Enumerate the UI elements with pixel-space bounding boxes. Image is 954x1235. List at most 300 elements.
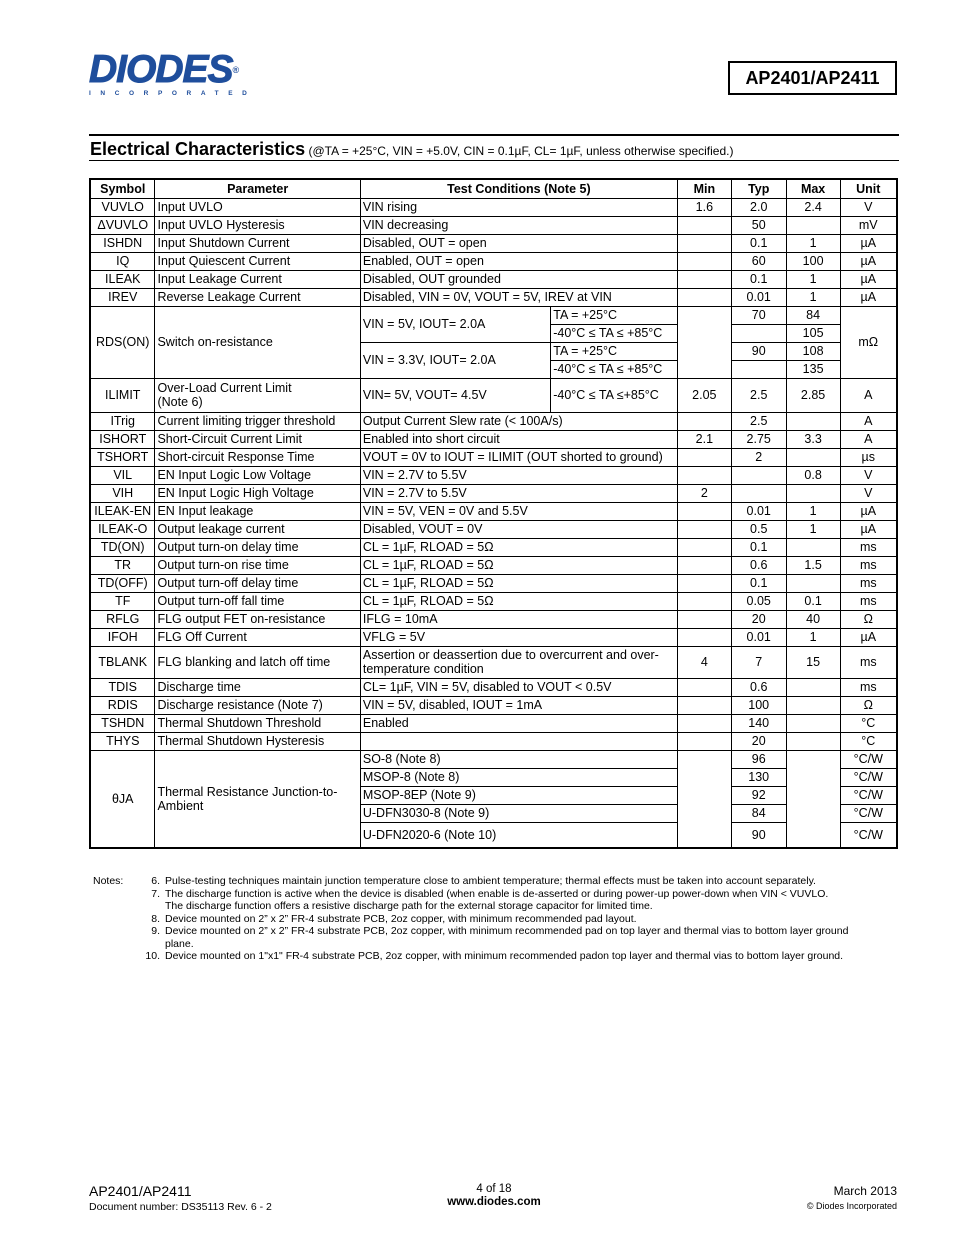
table-row: [90, 574, 897, 592]
parameter-cell: FLG output FET on-resistance: [155, 610, 360, 628]
table-row: [90, 466, 897, 484]
condition-cell: Disabled, VOUT = 0V: [360, 520, 677, 538]
notes-label: Notes:: [93, 875, 124, 887]
parameter-cell: [155, 378, 360, 412]
symbol-cell: IFOH: [90, 628, 155, 646]
min-cell: [677, 538, 731, 556]
footer-part-number: AP2401/AP2411: [89, 1183, 192, 1199]
min-cell: [677, 252, 731, 270]
parameter-cell: Thermal Shutdown Hysteresis: [155, 732, 360, 750]
max-cell: [786, 574, 840, 592]
min-cell: [677, 574, 731, 592]
note-line: Device mounted on 2” x 2” FR-4 substrate PCB, 2oz copper, with minimum recommended pad on top layer and thermal vias to bottom layer ground: [165, 925, 849, 937]
max-cell: 100: [786, 252, 840, 270]
note-number: 7.: [151, 887, 160, 900]
temperature-cell: -40°C ≤ TA ≤ +85°C: [551, 324, 678, 342]
min-cell: [677, 520, 731, 538]
typ-cell: 70: [731, 306, 786, 324]
parameter-cell: FLG blanking and latch off time: [155, 646, 360, 678]
max-cell: 1: [786, 234, 840, 252]
unit-cell: °C/W: [840, 750, 897, 768]
min-cell: [677, 732, 731, 750]
symbol-cell: ILEAK: [90, 270, 155, 288]
max-cell: 0.8: [786, 466, 840, 484]
condition-cell: MSOP-8EP (Note 9): [360, 786, 677, 804]
table-row: [90, 378, 897, 412]
max-cell: 15: [786, 646, 840, 678]
parameter-cell: Input Leakage Current: [155, 270, 360, 288]
parameter-cell: Output turn-on rise time: [155, 556, 360, 574]
min-cell: [677, 270, 731, 288]
condition-cell: CL = 1µF, RLOAD = 5Ω: [360, 538, 677, 556]
typ-cell: [731, 360, 786, 378]
note-text: [165, 950, 888, 963]
parameter-cell: Short-circuit Response Time: [155, 448, 360, 466]
column-header: Unit: [840, 179, 897, 198]
footer-copyright: © Diodes Incorporated: [806, 1201, 897, 1211]
condition-cell: [360, 732, 677, 750]
table-row: [90, 696, 897, 714]
footer-document-number: Document number: DS35113 Rev. 6 - 2: [89, 1201, 272, 1213]
typ-cell: 130: [731, 768, 786, 786]
temperature-cell: -40°C ≤ TA ≤ +85°C: [551, 360, 678, 378]
notes-label: [93, 913, 145, 926]
logo-text: DIODES: [89, 48, 233, 91]
table-row: [90, 306, 897, 324]
unit-cell: µs: [840, 448, 897, 466]
symbol-cell: TD(OFF): [90, 574, 155, 592]
parameter-cell: Short-Circuit Current Limit: [155, 430, 360, 448]
min-cell: [677, 234, 731, 252]
logo-registered: ®: [232, 65, 239, 75]
cell-line: Thermal Resistance Junction-to-: [157, 784, 338, 799]
typ-cell: 0.1: [731, 538, 786, 556]
typ-cell: 96: [731, 750, 786, 768]
max-cell: [786, 538, 840, 556]
condition-cell: VIN rising: [360, 198, 677, 216]
condition-cell: Enabled, OUT = open: [360, 252, 677, 270]
condition-cell: VIN decreasing: [360, 216, 677, 234]
unit-cell: A: [840, 430, 897, 448]
symbol-cell: θJA: [90, 750, 155, 848]
typ-cell: 0.01: [731, 628, 786, 646]
unit-cell: mΩ: [840, 306, 897, 378]
table-row: [90, 252, 897, 270]
min-cell: [677, 678, 731, 696]
footer-right: [807, 1184, 897, 1211]
parameter-cell: Output turn-off fall time: [155, 592, 360, 610]
temperature-cell: TA = +25°C: [551, 306, 678, 324]
footer-left: [89, 1183, 272, 1213]
min-cell: [677, 502, 731, 520]
unit-cell: ms: [840, 678, 897, 696]
parameter-cell: Switch on-resistance: [155, 306, 360, 378]
notes-label: [93, 950, 145, 963]
table-row: [90, 520, 897, 538]
note-line: The discharge function offers a resistive discharge path for the external storage capacitor for limited time.: [165, 900, 653, 912]
symbol-cell: ISHDN: [90, 234, 155, 252]
symbol-cell: TBLANK: [90, 646, 155, 678]
temperature-cell: -40°C ≤ TA ≤+85°C: [551, 378, 678, 412]
typ-cell: 60: [731, 252, 786, 270]
condition-cell: Enabled: [360, 714, 677, 732]
condition-cell: IFLG = 10mA: [360, 610, 677, 628]
symbol-cell: IQ: [90, 252, 155, 270]
cell-line: temperature condition: [362, 662, 484, 676]
min-cell: 2.05: [677, 378, 731, 412]
max-cell: 135: [786, 360, 840, 378]
footer-website-link[interactable]: www.diodes.com: [447, 1196, 541, 1208]
symbol-cell: TSHORT: [90, 448, 155, 466]
min-cell: [677, 466, 731, 484]
typ-cell: 0.1: [731, 234, 786, 252]
unit-cell: µA: [840, 270, 897, 288]
table-row: [90, 430, 897, 448]
table-row: [90, 714, 897, 732]
max-cell: 40: [786, 610, 840, 628]
typ-cell: 0.6: [731, 678, 786, 696]
max-cell: [786, 732, 840, 750]
temperature-cell: TA = +25°C: [551, 342, 678, 360]
parameter-cell: FLG Off Current: [155, 628, 360, 646]
unit-cell: mV: [840, 216, 897, 234]
unit-cell: µA: [840, 288, 897, 306]
typ-cell: 90: [731, 822, 786, 848]
min-cell: [677, 592, 731, 610]
parameter-cell: EN Input Logic Low Voltage: [155, 466, 360, 484]
condition-cell: VIN = 2.7V to 5.5V: [360, 466, 677, 484]
table-row: [90, 234, 897, 252]
cell-line: Over-Load Current Limit: [157, 381, 292, 395]
parameter-cell: Output turn-on delay time: [155, 538, 360, 556]
typ-cell: 90: [731, 342, 786, 360]
symbol-cell: ISHORT: [90, 430, 155, 448]
condition-cell: CL = 1µF, RLOAD = 5Ω: [360, 556, 677, 574]
symbol-cell: VUVLO: [90, 198, 155, 216]
symbol-cell: TDIS: [90, 678, 155, 696]
min-cell: [677, 412, 731, 430]
unit-cell: Ω: [840, 610, 897, 628]
footer-page-number: 4 of 18: [476, 1183, 512, 1195]
parameter-cell: [155, 750, 360, 848]
unit-cell: °C/W: [840, 804, 897, 822]
cell-line: Ambient: [157, 798, 204, 813]
note-item: [93, 913, 888, 926]
note-text: [165, 875, 888, 888]
condition-cell: VIN = 2.7V to 5.5V: [360, 484, 677, 502]
table-row: [90, 592, 897, 610]
min-cell: [677, 628, 731, 646]
typ-cell: [731, 484, 786, 502]
note-line: Device mounted on 2” x 2” FR-4 substrate PCB, 2oz copper, with minimum recommended pad layout.: [165, 912, 637, 925]
max-cell: 1.5: [786, 556, 840, 574]
typ-cell: 0.6: [731, 556, 786, 574]
symbol-cell: IREV: [90, 288, 155, 306]
typ-cell: 0.5: [731, 520, 786, 538]
parameter-cell: EN Input Logic High Voltage: [155, 484, 360, 502]
max-cell: 2.4: [786, 198, 840, 216]
unit-cell: Ω: [840, 696, 897, 714]
section-bottom-rule: [89, 160, 899, 161]
condition-cell: CL = 1µF, RLOAD = 5Ω: [360, 574, 677, 592]
condition-cell: VIN = 5V, VEN = 0V and 5.5V: [360, 502, 677, 520]
unit-cell: µA: [840, 520, 897, 538]
min-cell: [677, 306, 731, 378]
typ-cell: 2.5: [731, 412, 786, 430]
parameter-cell: Reverse Leakage Current: [155, 288, 360, 306]
note-text: [165, 925, 888, 950]
typ-cell: 0.1: [731, 574, 786, 592]
cell-line: (Note 6): [157, 395, 203, 409]
parameter-cell: Input Quiescent Current: [155, 252, 360, 270]
typ-cell: 0.1: [731, 270, 786, 288]
unit-cell: A: [840, 378, 897, 412]
table-row: [90, 678, 897, 696]
note-line: Pulse-testing techniques maintain junction temperature close to ambient temperature; thermal effects must be taken into account separately.: [165, 875, 816, 887]
unit-cell: °C: [840, 714, 897, 732]
notes-section: [93, 875, 888, 963]
unit-cell: V: [840, 484, 897, 502]
table-row: [90, 646, 897, 678]
unit-cell: V: [840, 198, 897, 216]
diodes-logo: [89, 48, 264, 98]
symbol-cell: VIL: [90, 466, 155, 484]
condition-cell: CL = 1µF, RLOAD = 5Ω: [360, 592, 677, 610]
condition-cell: Output Current Slew rate (< 100A/s): [360, 412, 677, 430]
condition-cell: VOUT = 0V to IOUT = ILIMIT (OUT shorted to ground): [360, 448, 677, 466]
condition-cell: Disabled, VIN = 0V, VOUT = 5V, IREV at VIN: [360, 288, 677, 306]
symbol-cell: TSHDN: [90, 714, 155, 732]
symbol-cell: ITrig: [90, 412, 155, 430]
unit-cell: µA: [840, 234, 897, 252]
parameter-cell: Input UVLO Hysteresis: [155, 216, 360, 234]
max-cell: 1: [786, 502, 840, 520]
max-cell: 1: [786, 628, 840, 646]
parameter-cell: Input Shutdown Current: [155, 234, 360, 252]
max-cell: [786, 216, 840, 234]
unit-cell: ms: [840, 574, 897, 592]
logo-subtitle: INCORPORATED: [89, 90, 257, 97]
min-cell: 2.1: [677, 430, 731, 448]
table-row: [90, 750, 897, 768]
note-text: [165, 913, 888, 926]
condition-cell: Disabled, OUT grounded: [360, 270, 677, 288]
max-cell: 1: [786, 270, 840, 288]
typ-cell: 2.5: [731, 378, 786, 412]
typ-cell: 2.75: [731, 430, 786, 448]
symbol-cell: TD(ON): [90, 538, 155, 556]
note-item: [93, 950, 888, 963]
parameter-cell: Output leakage current: [155, 520, 360, 538]
unit-cell: °C: [840, 732, 897, 750]
section-title-text: Electrical Characteristics: [90, 139, 306, 159]
min-cell: 2: [677, 484, 731, 502]
table-body: [90, 198, 897, 848]
typ-cell: 92: [731, 786, 786, 804]
parameter-cell: Discharge time: [155, 678, 360, 696]
unit-cell: °C/W: [840, 786, 897, 804]
min-cell: 1.6: [677, 198, 731, 216]
unit-cell: ms: [840, 556, 897, 574]
condition-cell: CL= 1µF, VIN = 5V, disabled to VOUT < 0.5V: [360, 678, 677, 696]
table-row: [90, 448, 897, 466]
table-row: [90, 538, 897, 556]
note-text: [165, 888, 888, 913]
footer-center: [394, 1183, 594, 1208]
part-number-box: AP2401/AP2411: [728, 61, 897, 95]
max-cell: 0.1: [786, 592, 840, 610]
min-cell: [677, 750, 731, 848]
electrical-characteristics-table: [89, 178, 898, 849]
column-header: Parameter: [155, 179, 360, 198]
column-header: Typ: [731, 179, 786, 198]
typ-cell: 84: [731, 804, 786, 822]
note-number: 8.: [151, 912, 160, 925]
symbol-cell: RDIS: [90, 696, 155, 714]
note-number: 9.: [151, 925, 160, 937]
typ-cell: 0.01: [731, 502, 786, 520]
typ-cell: 7: [731, 646, 786, 678]
symbol-cell: ΔVUVLO: [90, 216, 155, 234]
parameter-cell: Thermal Shutdown Threshold: [155, 714, 360, 732]
footer-date: March 2013: [833, 1184, 897, 1198]
section-title: [90, 139, 733, 160]
min-cell: [677, 696, 731, 714]
condition-cell: VIN= 5V, VOUT= 4.5V: [360, 378, 550, 412]
condition-cell: VIN = 5V, disabled, IOUT = 1mA: [360, 696, 677, 714]
parameter-cell: Output turn-off delay time: [155, 574, 360, 592]
condition-cell: VIN = 3.3V, IOUT= 2.0A: [360, 342, 550, 378]
column-header: Symbol: [90, 179, 155, 198]
unit-cell: °C/W: [840, 822, 897, 848]
typ-cell: 2: [731, 448, 786, 466]
table-row: [90, 270, 897, 288]
symbol-cell: RDS(ON): [90, 306, 155, 378]
table-row: [90, 216, 897, 234]
symbol-cell: THYS: [90, 732, 155, 750]
max-cell: [786, 714, 840, 732]
typ-cell: [731, 466, 786, 484]
symbol-cell: ILEAK-EN: [90, 502, 155, 520]
note-item: [93, 875, 888, 888]
condition-cell: SO-8 (Note 8): [360, 750, 677, 768]
unit-cell: V: [840, 466, 897, 484]
typ-cell: 20: [731, 610, 786, 628]
min-cell: [677, 288, 731, 306]
symbol-cell: TF: [90, 592, 155, 610]
min-cell: [677, 556, 731, 574]
notes-label: [93, 888, 145, 913]
min-cell: [677, 610, 731, 628]
max-cell: [786, 678, 840, 696]
condition-cell: MSOP-8 (Note 8): [360, 768, 677, 786]
parameter-cell: Input UVLO: [155, 198, 360, 216]
table-header-row: [90, 179, 897, 198]
cell-line: Assertion or deassertion due to overcurrent and over-: [362, 648, 659, 662]
typ-cell: 50: [731, 216, 786, 234]
max-cell: [786, 412, 840, 430]
table-row: [90, 288, 897, 306]
note-line: plane.: [165, 937, 194, 950]
typ-cell: [731, 324, 786, 342]
column-header: Min: [677, 179, 731, 198]
unit-cell: ms: [840, 592, 897, 610]
max-cell: [786, 696, 840, 714]
symbol-cell: VIH: [90, 484, 155, 502]
max-cell: 105: [786, 324, 840, 342]
note-item: [93, 888, 888, 913]
unit-cell: µA: [840, 502, 897, 520]
table-row: [90, 412, 897, 430]
unit-cell: A: [840, 412, 897, 430]
note-line: The discharge function is active when the device is disabled (when enable is de-asserted or during power-up power-down when VIN < VUVLO.: [165, 887, 829, 900]
table-row: [90, 628, 897, 646]
unit-cell: ms: [840, 646, 897, 678]
section-top-rule: [89, 134, 899, 136]
note-item: [93, 925, 888, 950]
max-cell: 1: [786, 520, 840, 538]
typ-cell: 2.0: [731, 198, 786, 216]
parameter-cell: EN Input leakage: [155, 502, 360, 520]
table-row: [90, 484, 897, 502]
note-line: Device mounted on 1"x1" FR-4 substrate PCB, 2oz copper, with minimum recommended padon top layer and thermal vias to bottom layer ground.: [165, 950, 844, 962]
symbol-cell: ILIMIT: [90, 378, 155, 412]
condition-cell: U-DFN2020-6 (Note 10): [360, 822, 677, 848]
condition-cell: Disabled, OUT = open: [360, 234, 677, 252]
min-cell: [677, 216, 731, 234]
parameter-cell: Current limiting trigger threshold: [155, 412, 360, 430]
unit-cell: µA: [840, 252, 897, 270]
condition-cell: VIN = 5V, IOUT= 2.0A: [360, 306, 550, 342]
symbol-cell: RFLG: [90, 610, 155, 628]
column-header: Max: [786, 179, 840, 198]
note-number: 6.: [151, 875, 160, 887]
notes-label: [93, 925, 145, 950]
table-row: [90, 198, 897, 216]
typ-cell: 0.01: [731, 288, 786, 306]
unit-cell: ms: [840, 538, 897, 556]
unit-cell: °C/W: [840, 768, 897, 786]
note-number: 10.: [145, 950, 160, 962]
parameter-cell: Discharge resistance (Note 7): [155, 696, 360, 714]
max-cell: 1: [786, 288, 840, 306]
symbol-cell: TR: [90, 556, 155, 574]
max-cell: [786, 448, 840, 466]
table-row: [90, 502, 897, 520]
section-conditions: (@TA = +25°C, VIN = +5.0V, CIN = 0.1µF, CL= 1µF, unless otherwise specified.): [308, 144, 734, 158]
max-cell: [786, 750, 840, 848]
condition-cell: Enabled into short circuit: [360, 430, 677, 448]
max-cell: 3.3: [786, 430, 840, 448]
condition-cell: [360, 646, 677, 678]
table-row: [90, 732, 897, 750]
max-cell: 108: [786, 342, 840, 360]
table-row: [90, 610, 897, 628]
symbol-cell: ILEAK-O: [90, 520, 155, 538]
typ-cell: 100: [731, 696, 786, 714]
typ-cell: 0.05: [731, 592, 786, 610]
condition-cell: U-DFN3030-8 (Note 9): [360, 804, 677, 822]
condition-cell: VFLG = 5V: [360, 628, 677, 646]
max-cell: 2.85: [786, 378, 840, 412]
typ-cell: 140: [731, 714, 786, 732]
max-cell: [786, 484, 840, 502]
max-cell: 84: [786, 306, 840, 324]
table-row: [90, 556, 897, 574]
column-header: Test Conditions (Note 5): [360, 179, 677, 198]
typ-cell: 20: [731, 732, 786, 750]
unit-cell: µA: [840, 628, 897, 646]
